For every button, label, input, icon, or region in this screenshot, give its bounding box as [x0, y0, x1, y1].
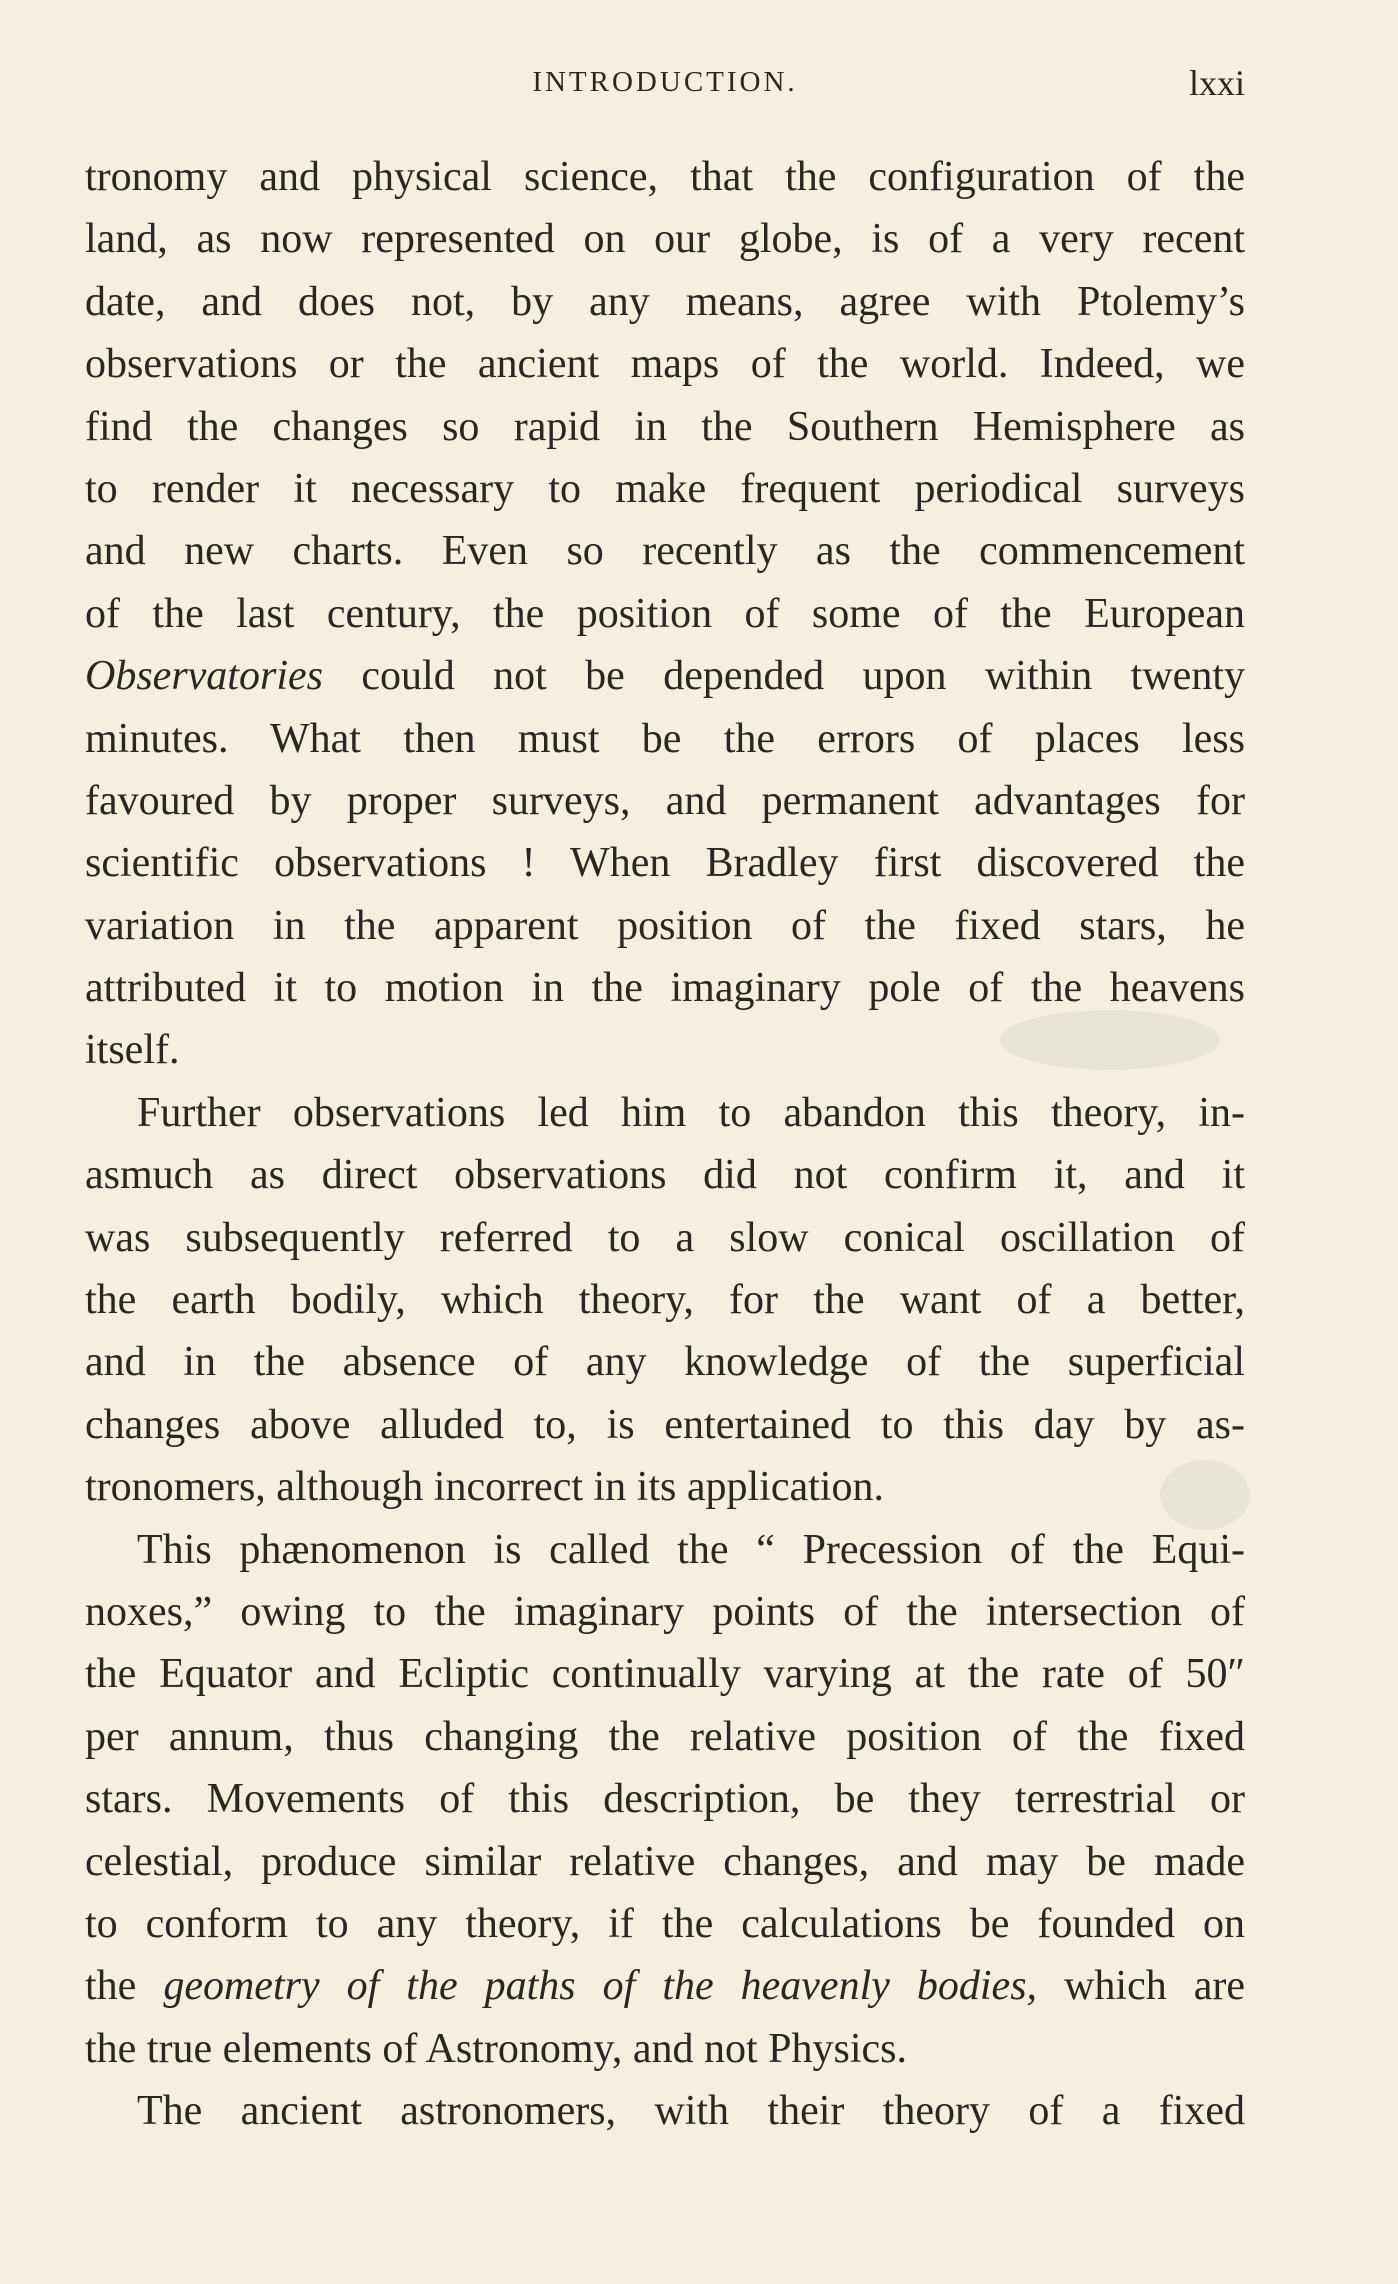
paragraph-start-line	[85, 2080, 1245, 2142]
line-text: and in the absence of any knowledge of the superficial	[85, 1339, 1245, 1386]
text-line	[85, 1144, 1245, 1206]
line-text: changes above alluded to, is entertained to this day by as-	[85, 1401, 1245, 1448]
line-text: to conform to any theory, if the calculations be founded on	[85, 1900, 1245, 1947]
paragraph-start-line	[85, 1082, 1245, 1144]
line-text: This phænomenon is called the “ Precession of the Equi-	[137, 1526, 1245, 1573]
text-line	[85, 520, 1245, 582]
text-line	[85, 645, 1245, 707]
text-line	[85, 2018, 1245, 2080]
text-line	[85, 458, 1245, 520]
text-line	[85, 1768, 1245, 1830]
page-number: lxxi	[1188, 63, 1245, 103]
italic-text: geometry of the paths of the heavenly bodies,	[163, 1963, 1038, 2010]
line-text: could not be depended upon within twenty	[322, 653, 1245, 700]
text-line	[85, 583, 1245, 645]
text-line	[85, 832, 1245, 894]
line-text: stars. Movements of this description, be they terrestrial or	[85, 1776, 1245, 1823]
text-line	[85, 1394, 1245, 1456]
line-text: celestial, produce similar relative changes, and may be made	[85, 1838, 1245, 1885]
line-text: favoured by proper surveys, and permanent advantages for	[85, 777, 1245, 824]
text-line	[85, 1331, 1245, 1393]
line-text: scientific observations ! When Bradley first discovered the	[85, 840, 1245, 887]
line-text: observations or the ancient maps of the world. Indeed, we	[85, 341, 1245, 388]
line-text: noxes,” owing to the imaginary points of the intersection of	[85, 1588, 1245, 1635]
text-line	[85, 1019, 1245, 1081]
text-line	[85, 895, 1245, 957]
line-text: the earth bodily, which theory, for the want of a better,	[85, 1277, 1245, 1324]
text-line	[85, 146, 1245, 208]
line-text: which are	[1037, 1963, 1245, 2010]
line-text: and new charts. Even so recently as the commencement	[85, 528, 1245, 575]
line-text: asmuch as direct observations did not confirm it, and it	[85, 1152, 1245, 1199]
text-line	[85, 271, 1245, 333]
line-text: The ancient astronomers, with their theory of a fixed	[137, 2088, 1245, 2135]
running-head	[85, 62, 1245, 112]
line-text: tronomy and physical science, that the configuration of the	[85, 154, 1245, 200]
line-text: the Equator and Ecliptic continually varying at the rate of 50″	[85, 1651, 1245, 1698]
line-text: Further observations led him to abandon this theory, in-	[137, 1089, 1245, 1136]
line-text: variation in the apparent position of the fixed stars, he	[85, 902, 1245, 949]
line-text: find the changes so rapid in the Southern Hemisphere as	[85, 403, 1245, 450]
text-line	[85, 770, 1245, 832]
line-text: attributed it to motion in the imaginary pole of the heavens	[85, 965, 1245, 1012]
text-line	[85, 208, 1245, 270]
line-text: the	[85, 1963, 164, 2010]
body-text	[85, 146, 1245, 2143]
text-line	[85, 333, 1245, 395]
text-line	[85, 396, 1245, 458]
line-text: the true elements of Astronomy, and not Physics.	[85, 2025, 907, 2072]
line-text: to render it necessary to make frequent periodical surveys	[85, 465, 1245, 512]
text-line	[85, 1831, 1245, 1893]
text-line	[85, 1643, 1245, 1705]
line-text: itself.	[85, 1027, 180, 1074]
line-text: land, as now represented on our globe, is of a very recent	[85, 216, 1245, 263]
line-text: tronomers, although incorrect in its application.	[85, 1464, 884, 1511]
line-text: per annum, thus changing the relative position of the fixed	[85, 1713, 1245, 1760]
text-line	[85, 1456, 1245, 1518]
text-line	[85, 1893, 1245, 1955]
running-head-title: INTRODUCTION.	[532, 66, 798, 98]
text-line	[85, 1706, 1245, 1768]
text-line	[85, 1207, 1245, 1269]
line-text: minutes. What then must be the errors of places less	[85, 715, 1245, 762]
text-line	[85, 957, 1245, 1019]
line-text: was subsequently referred to a slow conical oscillation of	[85, 1214, 1245, 1261]
line-text: of the last century, the position of some of the European	[85, 590, 1245, 637]
text-line	[85, 1581, 1245, 1643]
text-line	[85, 1955, 1245, 2017]
italic-text: Observatories	[85, 653, 323, 700]
text-line	[85, 708, 1245, 770]
paragraph-start-line	[85, 1519, 1245, 1581]
line-text: date, and does not, by any means, agree with Ptolemy’s	[85, 278, 1245, 325]
text-line	[85, 1269, 1245, 1331]
